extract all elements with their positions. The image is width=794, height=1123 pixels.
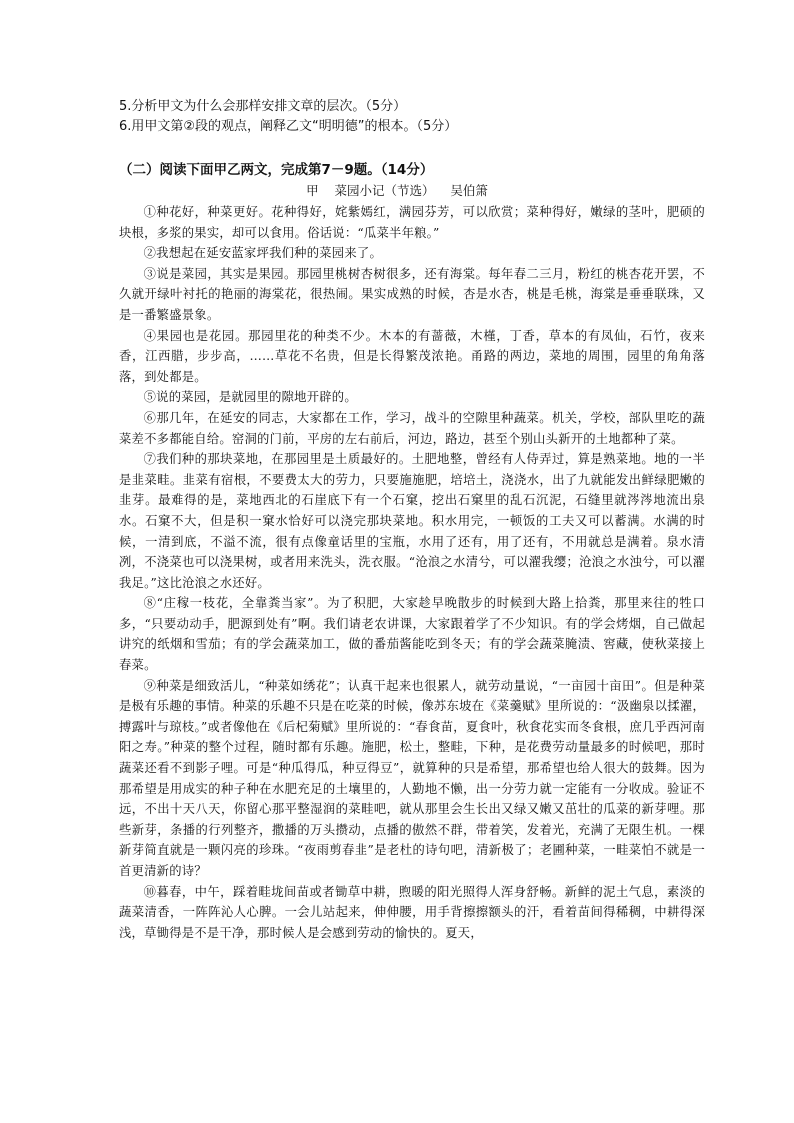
paragraph-3: ③说是菜园，其实是果园。那园里桃树杏树很多，还有海棠。每年春二三月，粉红的桃杏花开罢，不久就开绿叶衬托的艳丽的海棠花，很热闹。果实成熟的时候，杏是水杏，桃是毛桃，海棠是垂垂联珠，又是一番繁盛景象。: [119, 266, 705, 322]
question-5: 5.分析甲文为什么会那样安排文章的层次。（5分）: [119, 99, 407, 114]
paragraph-7: ⑦我们种的那块菜地，在那园里是土质最好的。土肥地整，曾经有人侍弄过，算是熟菜地。地的一半是韭菜畦。韭菜有宿根，不要费太大的劳力，只要施施肥，培培土，浇浇水，出了九就能发出鲜绿肥嫩的韭芽。最难得的是，菜地西北的石崖底下有一个石窠，挖出石窠里的乱石沉泥，石缝里就涔涔地流出泉水。石窠不大，但是积一窠水恰好可以浇完那块菜地。积水用完，一顿饭的工夫又可以蓄满。水满的时候，一清到底，不溢不流，很有点像童话里的宝瓶，水用了还有，用了还有，不用就总是满着。泉水清冽，不浇菜也可以浇果树，或者用来洗头，洗衣服。“沧浪之水清兮，可以濯我缨；沧浪之水浊兮，可以濯我足。”这比沧浪之水还好。: [119, 452, 705, 590]
paragraph-8: ⑧“庄稼一枝花，全靠粪当家”。为了积肥，大家趁早晚散步的时候到大路上拾粪，那里来往的牲口多，“只要动动手，肥源到处有”啊。我们请老农讲课，大家跟着学了不少知识。有的学会烤烟，自己做起讲究的纸烟和雪茄；有的学会蔬菜加工，做的番茄酱能吃到冬天；有的学会蔬菜腌渍、窖藏，使秋菜接上春菜。: [119, 596, 705, 673]
article-body: [119, 202, 705, 943]
question-6: 6.用甲文第②段的观点，阐释乙文“明明德”的根本。（5分）: [119, 119, 458, 134]
article-title-line: [0, 182, 794, 200]
paragraph-4: ④果园也是花园。那园里花的种类不少。木本的有蔷薇，木槿，丁香，草本的有凤仙，石竹，夜来香，江西腊，步步高，……草花不名贵，但是长得繁茂浓艳。甬路的两边，菜地的周围，园里的角角落落，到处都是。: [119, 328, 705, 384]
section-heading: （二）阅读下面甲乙两文，完成第7－9题。（14分）: [119, 162, 434, 178]
paragraph-9: ⑨种菜是细致活儿，“种菜如绣花”；认真干起来也很累人，就劳动量说，“一亩园十亩田”。但是种菜是极有乐趣的事情。种菜的乐趣不只是在吃菜的时候，像苏东坡在《菜羹赋》里所说的：“汲幽泉以揉濯，搏露叶与琼枝。”或者像他在《后杞菊赋》里所说的：“春食苗，夏食叶，秋食花实而冬食根，庶几乎西河南阳之寿。”种菜的整个过程，随时都有乐趣。施肥，松土，整畦，下种，是花费劳动量最多的时候吧，那时蔬菜还看不到影子哩。可是“种瓜得瓜，种豆得豆”，就算种的只是希望，那希望也给人很大的鼓舞。因为那希望是用成实的种子种在水肥充足的土壤里的，人勤地不懒，出一分劳力就一定能有一分收成。验证不远，不出十天八天，你留心那平整湿润的菜畦吧，就从那里会生长出又绿又嫩又茁壮的瓜菜的新芽哩。那些新芽，条播的行列整齐，撒播的万头攒动，点播的傲然不群，带着笑，发着光，充满了无限生机。一棵新芽简直就是一颗闪亮的珍珠。“夜雨剪春韭”是老杜的诗句吧，清新极了；老圃种菜，一畦菜怕不就是一首更清新的诗？: [119, 678, 705, 878]
paragraph-2: ②我想起在延安蓝家坪我们种的菜园来了。: [143, 246, 382, 261]
paragraph-6: ⑥那几年，在延安的同志，大家都在工作，学习，战斗的空隙里种蔬菜。机关，学校，部队里吃的蔬菜差不多都能自给。窑洞的门前，平房的左右前后，河边，路边，甚至个别山头新开的土地都种了菜。: [119, 410, 705, 446]
paragraph-10: ⑩暮春，中午，踩着畦垅间苗或者锄草中耕，煦暖的阳光照得人浑身舒畅。新鲜的泥土气息，素淡的蔬菜清香，一阵阵沁人心脾。一会儿站起来，伸伸腰，用手背擦擦额头的汗，看着苗间得稀稠，中耕得深浅，草锄得是不是干净，那时候人是会感到劳动的愉快的。夏天，: [119, 884, 705, 940]
paragraph-5: ⑤说的菜园，是就园里的隙地开辟的。: [143, 390, 357, 405]
article-author: 吴伯箫: [450, 183, 488, 198]
paragraph-1: ①种花好，种菜更好。花种得好，姹紫嫣红，满园芬芳，可以欣赏；菜种得好，嫩绿的茎叶，肥硕的块根，多浆的果实，却可以食用。俗话说：“瓜菜半年粮。”: [119, 205, 705, 240]
article-title: 菜园小记（节选）: [334, 183, 435, 198]
article-label: 甲: [306, 183, 319, 198]
